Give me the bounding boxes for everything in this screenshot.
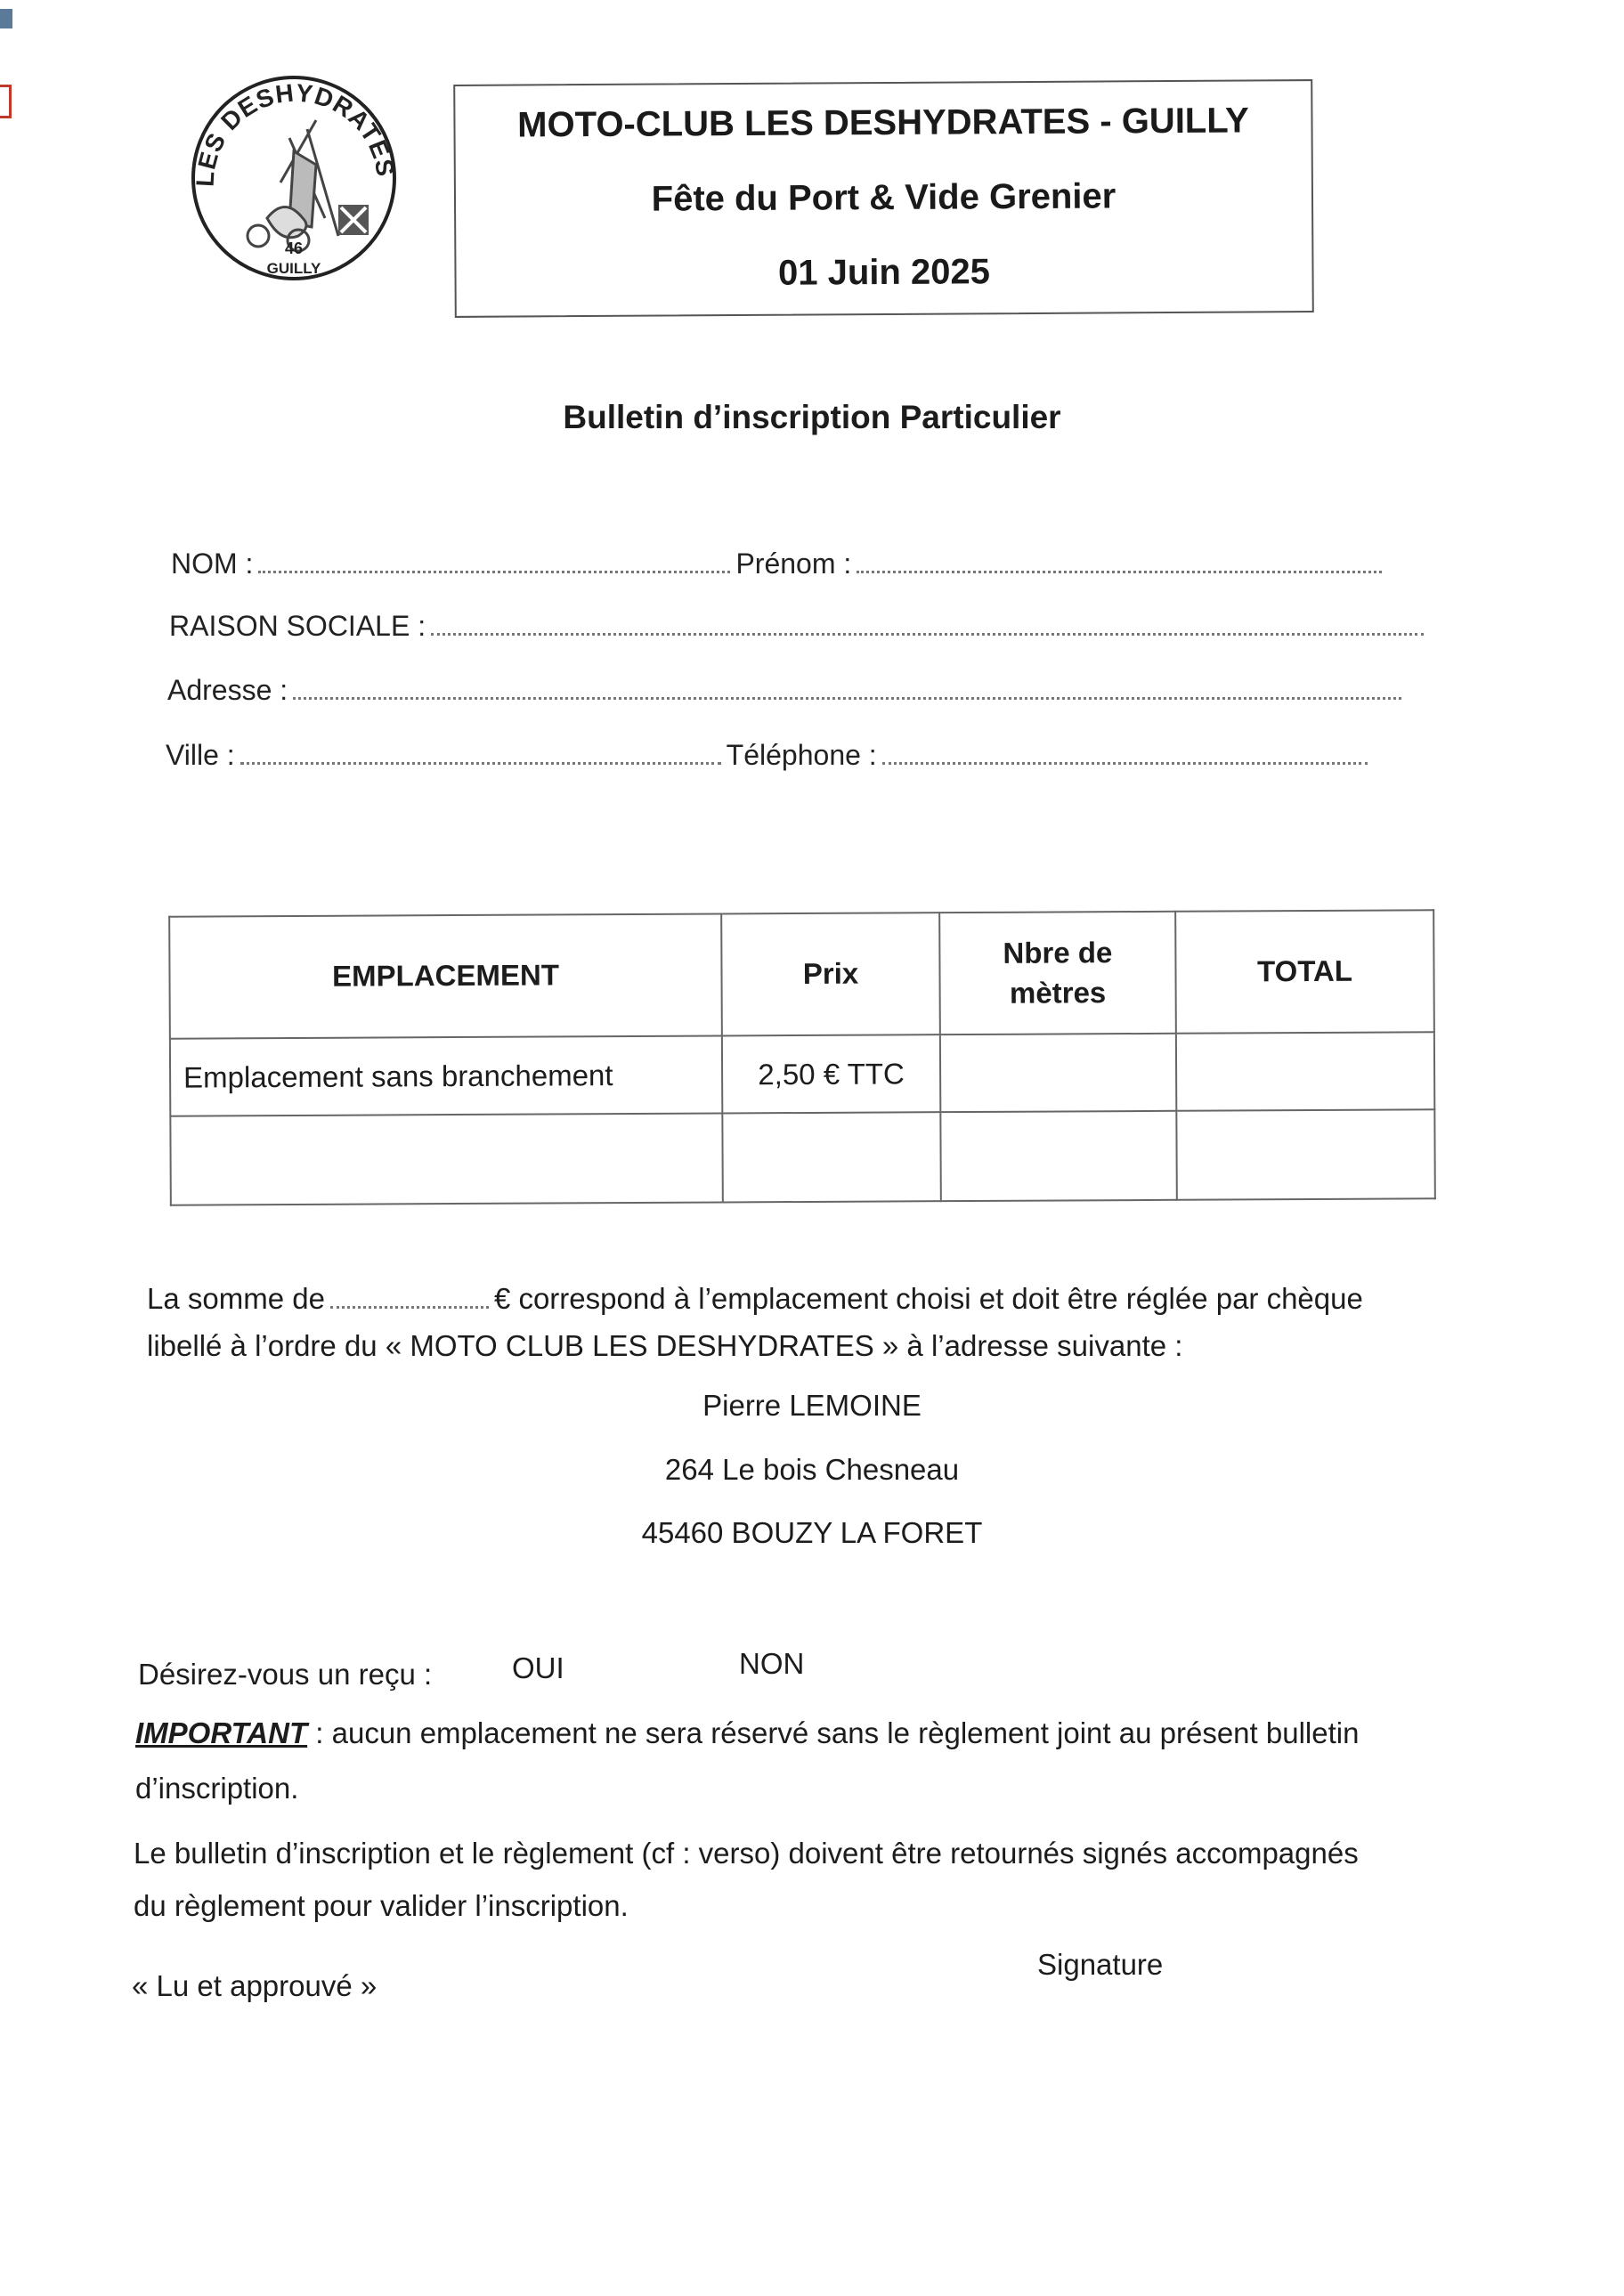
- raison-sociale-row: [169, 610, 1429, 643]
- event-date: 01 Juin 2025: [777, 252, 991, 293]
- cell-metres[interactable]: [940, 1111, 1177, 1201]
- nom-input-line[interactable]: [258, 570, 730, 573]
- prenom-label: Prénom :: [735, 548, 852, 580]
- ville-label: Ville :: [166, 739, 235, 771]
- event-name: Fête du Port & Vide Grenier: [651, 176, 1116, 219]
- club-name: MOTO-CLUB LES DESHYDRATES - GUILLY: [517, 101, 1249, 145]
- nom-label: NOM :: [171, 548, 254, 580]
- amount-input-line[interactable]: [330, 1305, 489, 1309]
- important-label: IMPORTANT: [135, 1716, 308, 1749]
- receipt-yes-option[interactable]: OUI: [512, 1651, 564, 1684]
- ville-input-line[interactable]: [240, 761, 721, 765]
- payment-line-2: libellé à l’ordre du « MOTO CLUB LES DESHYDRATES » à l’adresse suivante :: [147, 1329, 1183, 1362]
- adresse-label: Adresse :: [167, 674, 288, 706]
- svg-text:LES DESHYDRATES: LES DESHYDRATES: [191, 78, 400, 188]
- cell-prix: 2,50 € TTC: [722, 1034, 940, 1113]
- club-logo: [183, 67, 405, 289]
- adresse-input-line[interactable]: [293, 696, 1401, 700]
- approval-text: « Lu et approuvé »: [132, 1969, 378, 2002]
- adresse-row: [167, 674, 1407, 707]
- telephone-input-line[interactable]: [882, 761, 1368, 765]
- header-total: TOTAL: [1175, 910, 1434, 1034]
- ville-row: [166, 739, 1373, 772]
- receipt-question: Désirez-vous un reçu :: [138, 1658, 433, 1691]
- raison-sociale-label: RAISON SOCIALE :: [169, 610, 426, 642]
- note-line-1: Le bulletin d’inscription et le règlement (cf : verso) doivent être retournés signés accompagnés: [134, 1837, 1359, 1870]
- address-city: 45460 BOUZY LA FORET: [641, 1516, 983, 1549]
- note-line-2: du règlement pour valider l’inscription.: [134, 1889, 629, 1922]
- cell-metres[interactable]: [940, 1034, 1176, 1112]
- moto-club-seal-icon: [183, 67, 405, 289]
- table-row: [170, 1032, 1434, 1116]
- important-line-2: d’inscription.: [135, 1772, 299, 1805]
- header-prix: Prix: [721, 913, 940, 1035]
- cell-total[interactable]: [1176, 1032, 1434, 1111]
- cell-emplacement[interactable]: [170, 1113, 723, 1205]
- important-line-1: IMPORTANT : aucun emplacement ne sera réservé sans le règlement joint au présent bulletin: [135, 1716, 1360, 1749]
- svg-text:46: 46: [284, 239, 304, 257]
- cell-total[interactable]: [1176, 1109, 1435, 1200]
- prenom-input-line[interactable]: [857, 570, 1382, 573]
- event-title-box: [453, 79, 1314, 318]
- signature-label: Signature: [1037, 1948, 1164, 1981]
- telephone-label: Téléphone :: [726, 739, 877, 771]
- raison-sociale-input-line[interactable]: [431, 632, 1424, 636]
- name-row: [171, 548, 1387, 580]
- cell-emplacement: Emplacement sans branchement: [170, 1035, 722, 1116]
- address-name: Pierre LEMOINE: [702, 1389, 922, 1422]
- cell-prix[interactable]: [722, 1112, 941, 1202]
- receipt-no-option[interactable]: NON: [739, 1647, 805, 1680]
- pricing-table: [168, 909, 1436, 1205]
- form-subtitle: Bulletin d’inscription Particulier: [563, 399, 1061, 435]
- payment-line-1: La somme de € correspond à l’emplacement choisi et doit être réglée par chèque: [147, 1282, 1363, 1315]
- table-row: [170, 1109, 1435, 1205]
- address-street: 264 Le bois Chesneau: [664, 1453, 960, 1486]
- header-nbre-metres: Nbre de mètres: [939, 912, 1176, 1034]
- scan-edge-mark: [0, 9, 12, 28]
- table-header-row: [169, 910, 1434, 1038]
- svg-text:GUILLY: GUILLY: [266, 260, 321, 277]
- scan-edge-mark: [0, 85, 12, 118]
- header-emplacement: EMPLACEMENT: [169, 913, 722, 1038]
